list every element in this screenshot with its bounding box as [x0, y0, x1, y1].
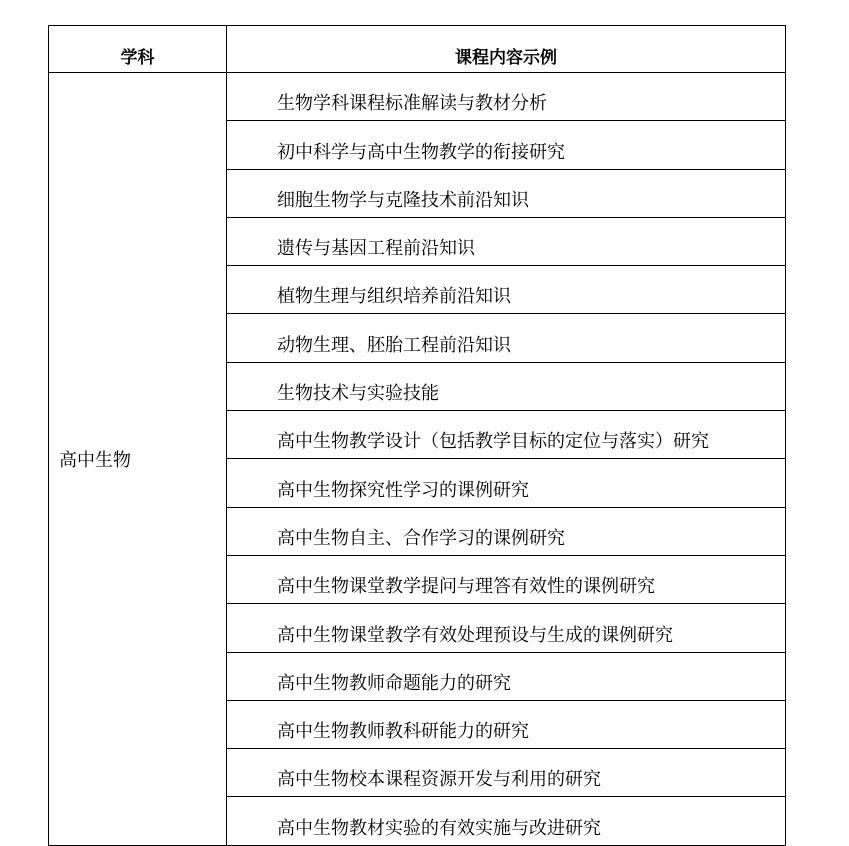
course-content-cell: 初中科学与高中生物教学的衔接研究 [227, 121, 786, 169]
course-content-cell: 生物学科课程标准解读与教材分析 [227, 73, 786, 121]
course-content-cell: 生物技术与实验技能 [227, 362, 786, 410]
table-header [49, 26, 786, 73]
course-content-cell: 高中生物教师教科研能力的研究 [227, 700, 786, 748]
course-content-cell: 高中生物自主、合作学习的课例研究 [227, 507, 786, 555]
header-row [49, 26, 786, 73]
course-content-cell: 高中生物校本课程资源开发与利用的研究 [227, 749, 786, 797]
table-body [49, 73, 786, 846]
table-row [49, 73, 786, 121]
course-content-cell: 细胞生物学与克隆技术前沿知识 [227, 169, 786, 217]
course-content-cell: 高中生物探究性学习的课例研究 [227, 459, 786, 507]
course-content-cell: 植物生理与组织培养前沿知识 [227, 266, 786, 314]
header-subject: 学科 [49, 26, 227, 73]
course-content-cell: 动物生理、胚胎工程前沿知识 [227, 314, 786, 362]
course-content-cell: 高中生物教师命题能力的研究 [227, 652, 786, 700]
course-content-cell: 高中生物课堂教学有效处理预设与生成的课例研究 [227, 604, 786, 652]
course-content-cell: 高中生物教学设计（包括教学目标的定位与落实）研究 [227, 411, 786, 459]
header-content: 课程内容示例 [227, 26, 786, 73]
course-content-cell: 高中生物课堂教学提问与理答有效性的课例研究 [227, 555, 786, 603]
course-table [48, 25, 786, 846]
subject-cell: 高中生物 [49, 73, 227, 846]
course-content-cell: 高中生物教材实验的有效实施与改进研究 [227, 797, 786, 845]
course-content-cell: 遗传与基因工程前沿知识 [227, 217, 786, 265]
